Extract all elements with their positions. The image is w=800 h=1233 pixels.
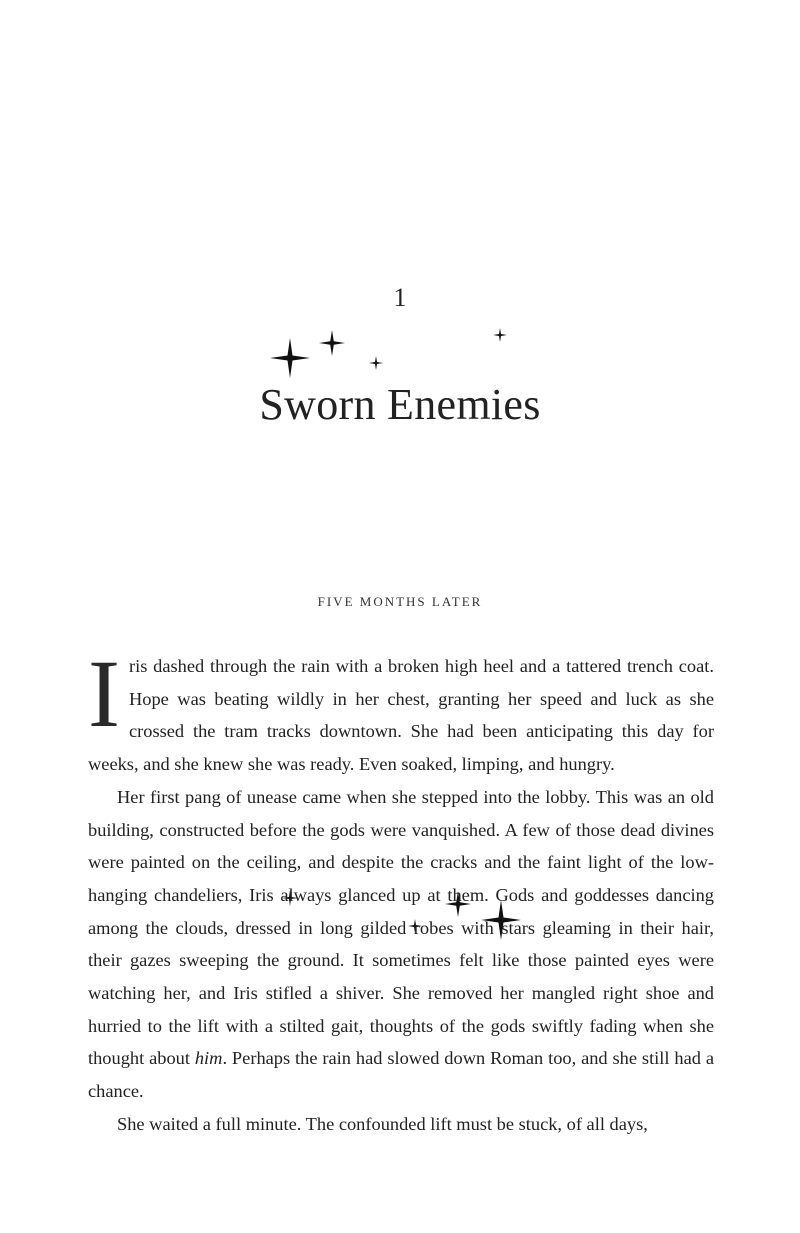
- paragraph-text: ris dashed through the rain with a broken high heel and a tattered trench coat. Hope was beating wildly in her chest, granting her speed and luck as she crossed the tram tracks downtown. She had been anticipating this day for weeks, and she knew she was ready. Even soaked, limping, and hungry.: [88, 656, 714, 775]
- emphasis-text: him: [194, 1048, 223, 1069]
- paragraph-text: . Perhaps the rain had slowed down Roman too, and she still had a chance.: [88, 1048, 715, 1102]
- chapter-title: Sworn Enemies: [259, 380, 541, 430]
- section-heading: FIVE MONTHS LATER: [317, 594, 483, 609]
- paragraph-text: She waited a full minute. The confounded lift must be stuck, of all days,: [117, 1113, 648, 1134]
- star-icon: [319, 330, 345, 356]
- paragraph-text: Her first pang of unease came when she stepped into the lobby. This was an old building, constructed before the gods were vanquished. A few of those dead divines were painted on the ceiling, and despite the cracks and the faint light of the low-hanging chandeliers, Iris always glanced up at them. Gods and goddesses dancing among the clouds, dressed in long gilded robes with stars gleaming in their hair, their gazes sweeping the ground. It sometimes felt like those painted eyes were watching her, and Iris stifled a shiver. She removed her mangled right shoe and hurried to the lift with a stilted gait, thoughts of the gods swiftly fading when she thought about: [88, 786, 714, 1069]
- star-icon: [270, 338, 310, 378]
- paragraph: [88, 1108, 714, 1141]
- paragraph: [88, 640, 714, 781]
- chapter-body: [88, 640, 715, 1141]
- star-icon: [369, 356, 383, 370]
- star-ornament-bottom: [0, 440, 800, 510]
- star-ornament-top: [0, 160, 800, 220]
- paragraph: [88, 781, 714, 1108]
- star-icon: [493, 328, 507, 342]
- drop-cap: I: [88, 640, 120, 747]
- chapter-number: 1: [393, 283, 407, 312]
